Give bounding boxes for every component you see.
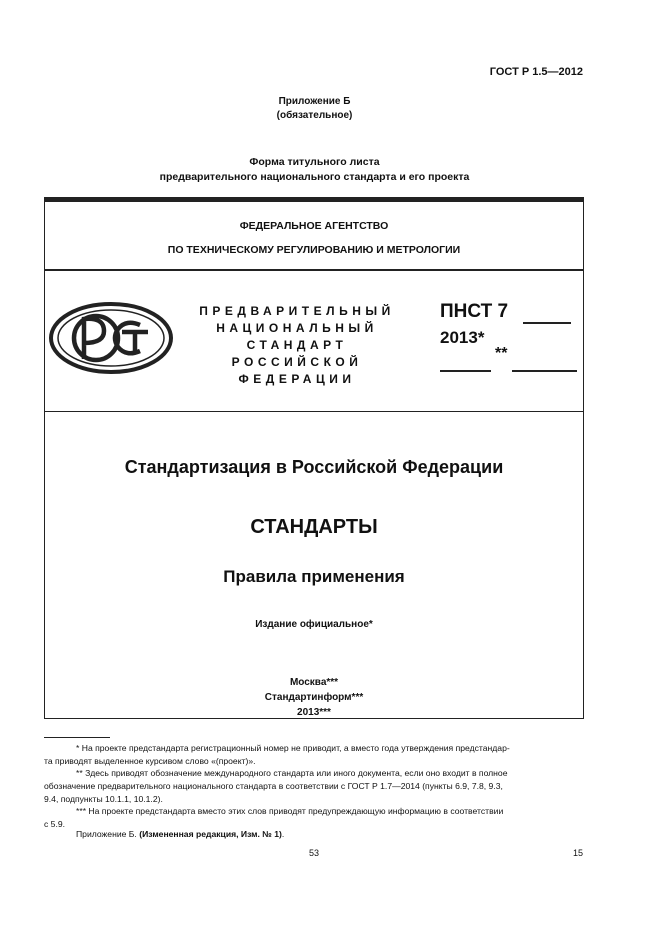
footnote-rule xyxy=(44,737,110,738)
rst-certification-logo-icon xyxy=(48,301,174,375)
pnst-year: 2013* xyxy=(440,328,485,347)
main-title: Стандартизация в Российской Федерации xyxy=(124,457,504,477)
intl-standard-blank-left xyxy=(440,370,491,372)
footnote-1-line2: та приводят выделенное курсивом слово «(проект)». xyxy=(44,756,256,766)
amendment-suffix: . xyxy=(281,829,285,839)
form-title-line2: предварительного национального стандарта и его проекта xyxy=(159,171,470,183)
word-preliminary: ПРЕДВАРИТЕЛЬНЫЙ xyxy=(199,304,395,318)
footnote-1-line1: * На проекте предстандарта регистрационный номер не приводит, а вместо года утверждения предстандар- xyxy=(76,743,510,753)
footnote-2-line3: 9.4, подпункты 10.1.1, 10.1.2). xyxy=(44,794,163,804)
form-title-line1: Форма титульного листа xyxy=(249,156,380,168)
amendment-prefix: Приложение Б. xyxy=(76,829,140,839)
divider-under-agency xyxy=(44,269,584,271)
word-standard: СТАНДАРТ xyxy=(246,338,348,352)
intl-standard-blank-right xyxy=(512,370,577,372)
footnote-3-line2: с 5.9. xyxy=(44,819,66,829)
footnote-2 xyxy=(44,767,584,806)
pnst-number: ПНСТ 7 xyxy=(440,301,509,322)
standard-subject: СТАНДАРТЫ xyxy=(250,516,378,538)
standard-type-words xyxy=(167,303,427,388)
amendment-note xyxy=(76,829,284,839)
rules-title: Правила применения xyxy=(223,567,405,586)
publication-city: Москва*** xyxy=(289,677,339,688)
pnst-number-blank xyxy=(523,322,571,324)
appendix-status: (обязательное) xyxy=(276,110,353,121)
appendix-label: Приложение Б xyxy=(278,96,351,107)
footnote-1 xyxy=(44,742,584,768)
footnote-3-line1: *** На проекте предстандарта вместо этих слов приводят предупреждающую информацию в соответствии xyxy=(76,806,504,816)
page-number-center: 53 xyxy=(308,848,319,858)
footnote-2-line2: обозначение предварительного национального стандарта в соответствии с ГОСТ Р 1.7—2014 (пункты 6.9, 7.8, 9.3, xyxy=(44,781,503,791)
page-number-right: 15 xyxy=(572,848,583,858)
divider-under-designation xyxy=(44,411,584,412)
agency-name-line2: ПО ТЕХНИЧЕСКОМУ РЕГУЛИРОВАНИЮ И МЕТРОЛОГИИ xyxy=(167,244,461,256)
footnote-2-line1: ** Здесь приводят обозначение международного стандарта или иного документа, если оно входит в полное xyxy=(76,768,508,778)
publication-year: 2013*** xyxy=(297,707,331,718)
word-national: НАЦИОНАЛЬНЫЙ xyxy=(216,321,378,335)
frame-top-rule xyxy=(44,197,584,202)
appendix-heading xyxy=(0,95,629,123)
form-title xyxy=(0,155,629,185)
document-code: ГОСТ Р 1.5—2012 xyxy=(489,66,583,78)
word-russian: РОССИЙСКОЙ xyxy=(231,355,363,369)
publisher: Стандартинформ*** xyxy=(264,692,364,703)
edition-note: Издание официальное* xyxy=(255,619,373,630)
footnote-3 xyxy=(44,805,584,831)
agency-name-line1: ФЕДЕРАЛЬНОЕ АГЕНТСТВО xyxy=(239,220,389,232)
amendment-label: (Измененная редакция, Изм. № 1) xyxy=(139,829,282,839)
word-federation: ФЕДЕРАЦИИ xyxy=(238,372,356,386)
pnst-footnote-stars: ** xyxy=(495,345,508,362)
